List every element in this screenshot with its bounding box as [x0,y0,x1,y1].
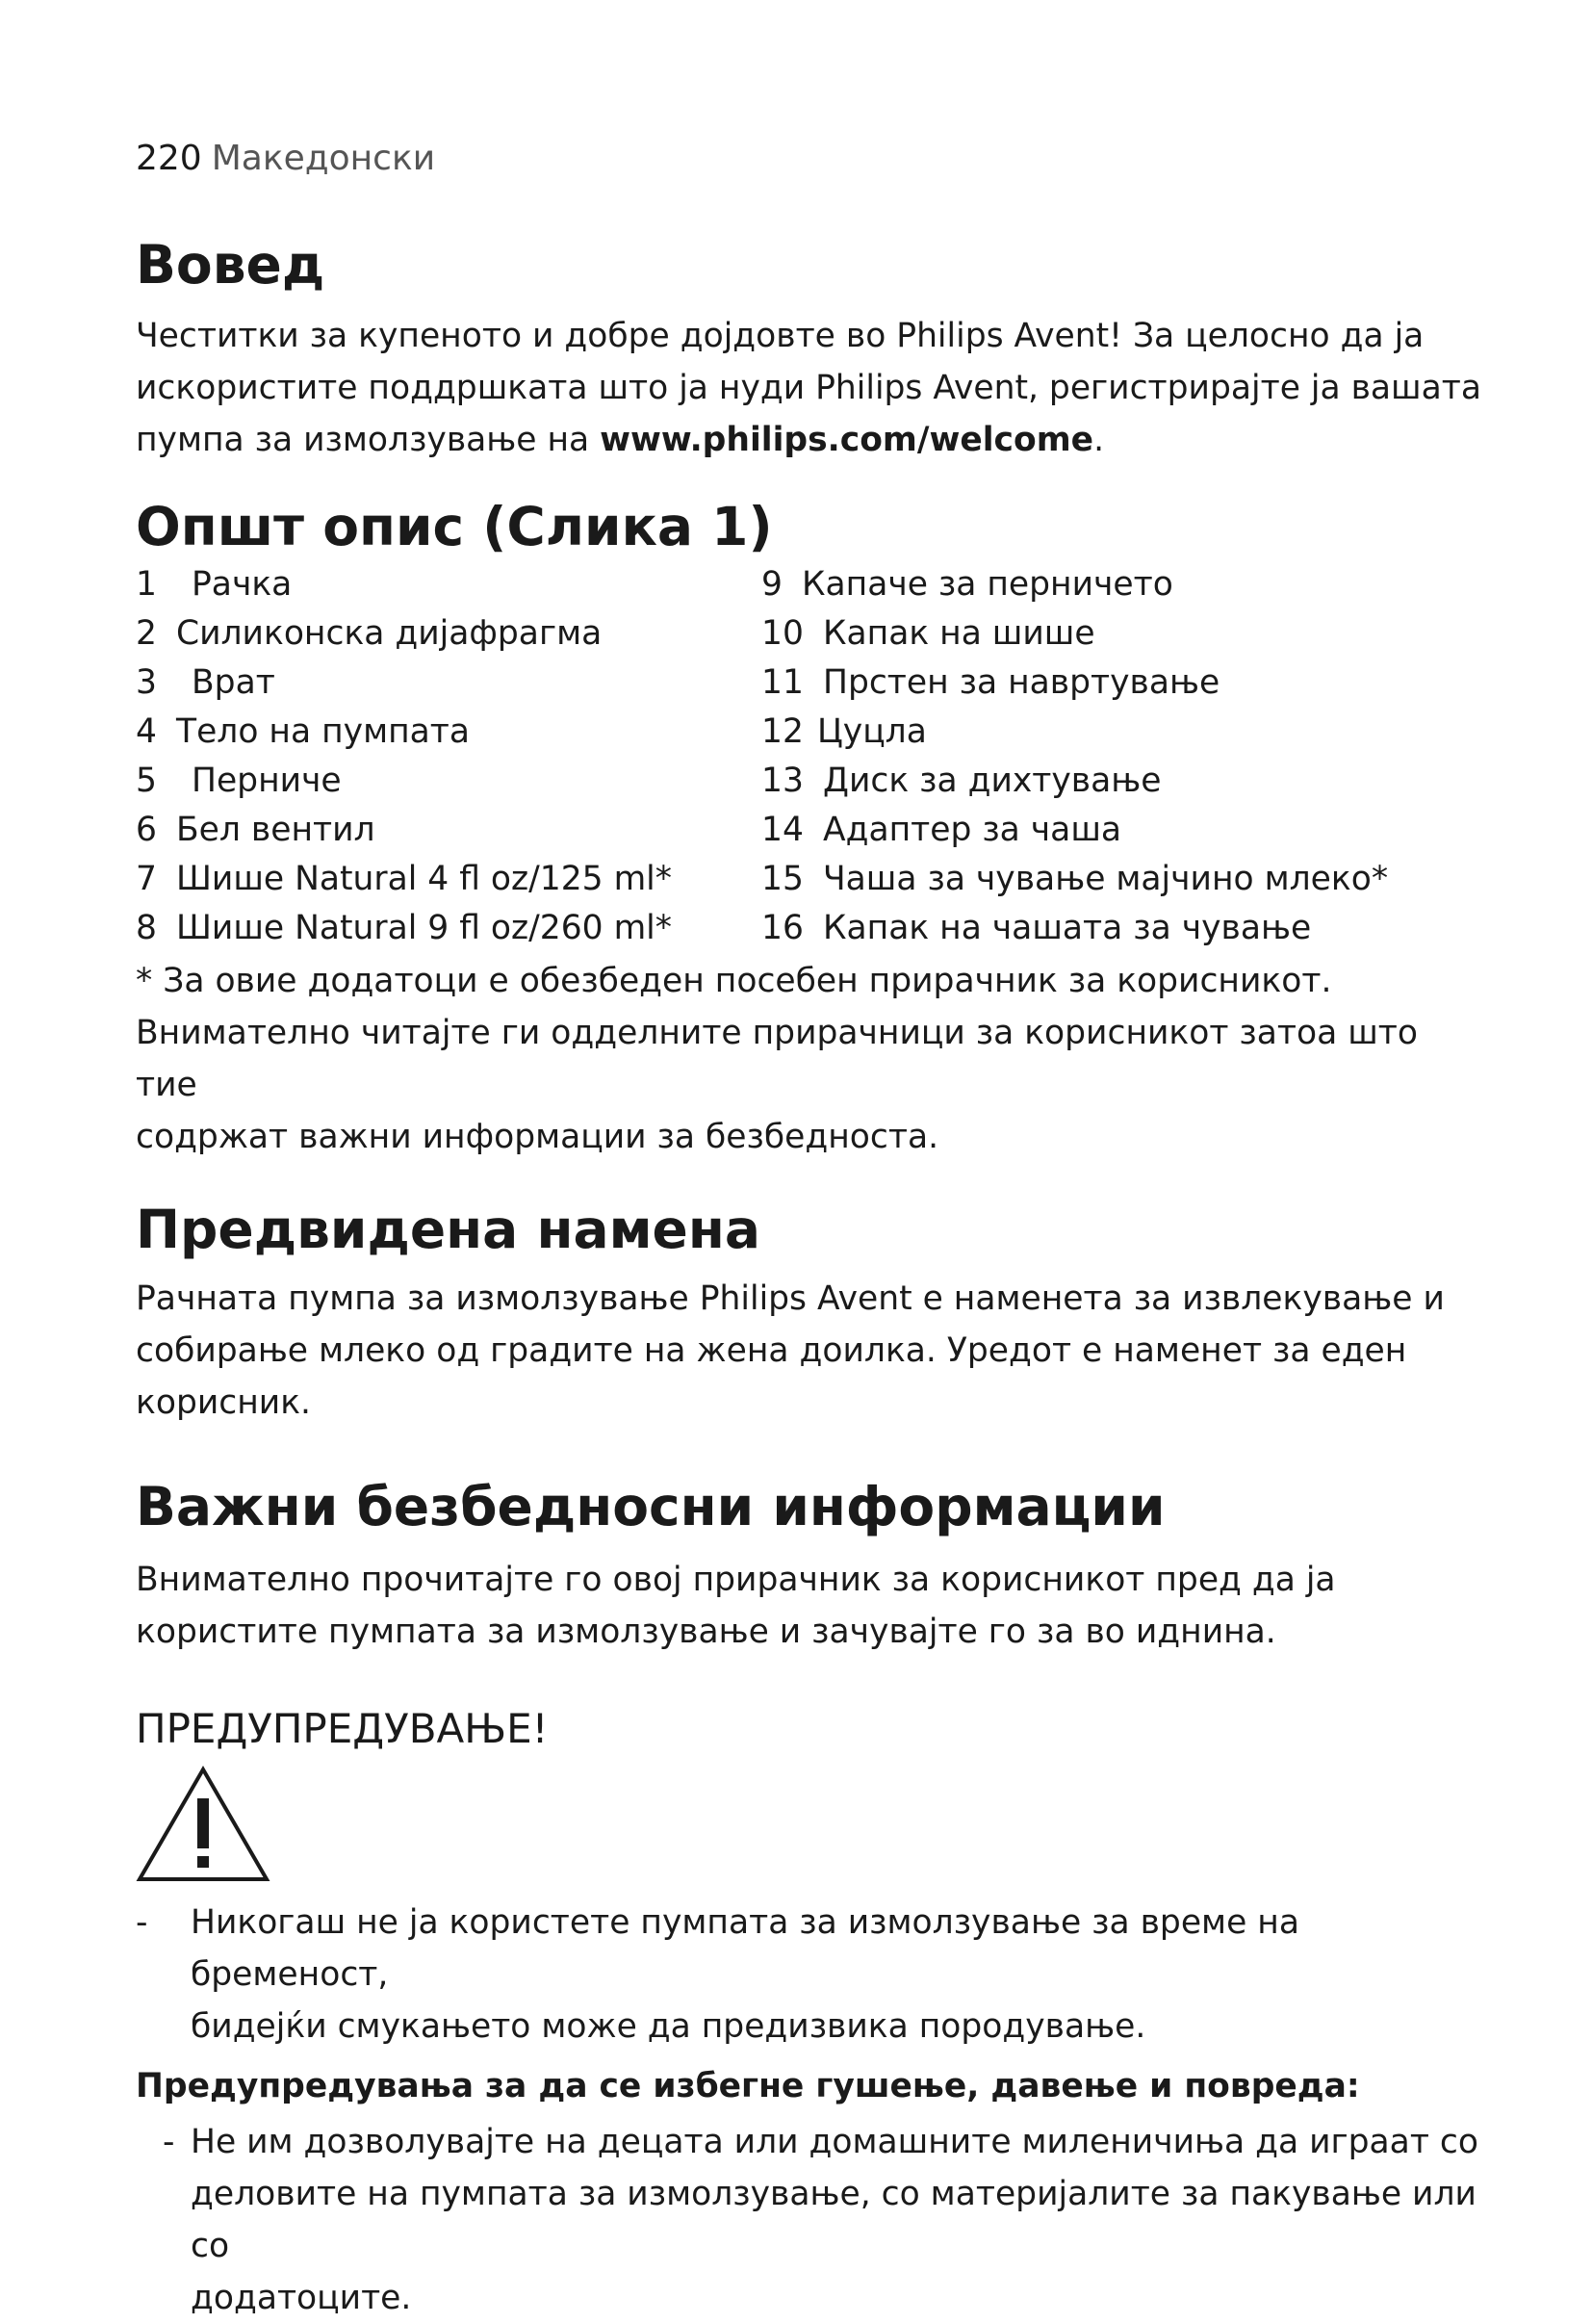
safety-heading: Важни безбедносни информации [136,1476,1166,1537]
intro-line: Честитки за купеното и добре дојдовте во Philips Avent! За целосно да ја [136,317,1425,355]
warning-item-line: деловите на пумпата за измолзување, со материјалите за пакување или со [191,2175,1476,2265]
part-item: 16 Капак на чашата за чување [761,909,1312,947]
warning-item [136,2116,1483,2324]
intended-use-paragraph [136,1273,1483,1429]
warning-item [136,1897,1483,2053]
warning-heading: ПРЕДУПРЕДУВАЊЕ! [136,1705,549,1752]
manual-page [136,135,1483,2324]
part-item: 9 Капаче за перничето [761,565,1173,604]
choking-warning-heading: Предупредувања за да се избегне гушење, давење и повреда: [136,2067,1360,2105]
page-number: 220 [136,139,202,178]
general-description-heading: Општ опис (Слика 1) [136,496,773,557]
part-item: 2 Силиконска дијафрагма [136,614,603,653]
warning-item-line: бидејќи смукањето може да предизвика породување. [191,2007,1146,2046]
purpose-line: собирање млеко од градите на жена доилка. Уредот е наменет за еден [136,1331,1407,1370]
part-item: 1 Рачка [136,565,293,604]
part-item: 10 Капак на шише [761,614,1095,653]
part-item: 6 Бел вентил [136,811,375,849]
page-language: Македонски [211,139,436,178]
part-item: 7 Шише Natural 4 fl oz/125 ml* [136,860,673,898]
welcome-link[interactable]: www.philips.com/welcome [600,421,1094,459]
part-item: 14 Адаптер за чаша [761,811,1122,849]
intro-line [136,414,1483,466]
list-dash: - [163,2123,175,2161]
part-item: 15 Чаша за чување мајчино млеко* [761,860,1389,898]
purpose-line: Рачната пумпа за измолзување Philips Avent е наменета за извлекување и [136,1279,1445,1318]
part-item: 5 Перниче [136,762,342,800]
accessory-footnote [136,955,1483,1163]
safety-line: користите пумпата за измолзување и зачувајте го за во иднина. [136,1613,1276,1651]
purpose-line: корисник. [136,1383,312,1422]
footnote-line: * За овие додатоци е обезбеден посебен прирачник за корисникот. [136,962,1332,1000]
warning-item-line: додатоците. [191,2279,412,2317]
part-item: 13 Диск за дихтување [761,762,1162,800]
safety-line: Внимателно прочитајте го овој прирачник за корисникот пред да ја [136,1561,1336,1599]
intro-line: искористите поддршката што ја нуди Philips Avent, регистрирајте ја вашата [136,369,1482,407]
safety-paragraph [136,1554,1483,1658]
part-item: 12 Цуцла [761,712,927,751]
footnote-line: содржат важни информации за безбедноста. [136,1118,939,1156]
warning-triangle-icon [136,1766,270,1883]
part-item: 8 Шише Natural 9 fl oz/260 ml* [136,909,673,947]
parts-column-right [761,560,1387,953]
intro-paragraph [136,310,1483,466]
warning-item-line: Никогаш не ја користете пумпата за измолзување за време на бременост, [191,1903,1299,1994]
intro-text-pre: пумпа за измолзување на [136,421,601,459]
page-header [136,135,1483,183]
intro-heading: Вовед [136,234,325,296]
list-dash: - [136,1903,148,1942]
parts-list [136,560,1483,953]
parts-column-left [136,560,761,953]
intro-text-post: . [1093,421,1105,459]
warning-item-line: Не им дозволувајте на децата или домашните миленичиња да играат со [191,2123,1478,2161]
part-item: 3 Врат [136,663,275,702]
part-item: 4 Тело на пумпата [136,712,471,751]
footnote-line: Внимателно читајте ги одделните прирачници за корисникот затоа што тие [136,1014,1419,1104]
intended-use-heading: Предвидена намена [136,1199,760,1260]
part-item: 11 Прстен за навртување [761,663,1220,702]
